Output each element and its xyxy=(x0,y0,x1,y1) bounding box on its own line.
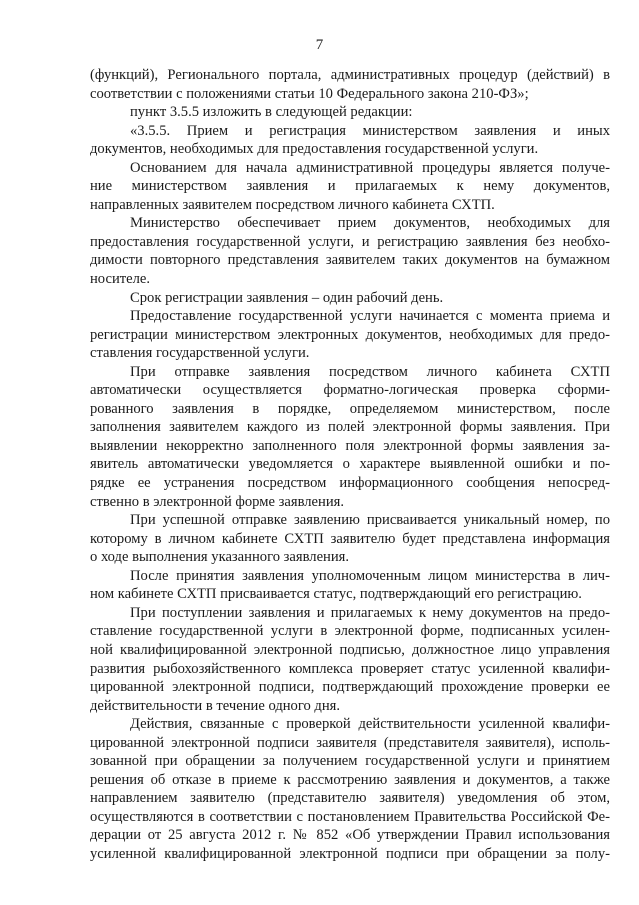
text-line: направленных заявителем посредством личного кабинета СХТП. xyxy=(90,196,495,213)
text-line: документов, необходимых для предоставления государственной услуги. xyxy=(90,141,539,158)
text-line: рованного заявления в порядке, определяемом министерством, после xyxy=(90,400,610,417)
text-line: Предоставление государственной услуги начинается с момента приема и xyxy=(130,308,610,325)
text-line: рядке ее устранения посредством информационного сообщения непосред- xyxy=(90,475,610,492)
text-line: ственно в электронной форме заявления. xyxy=(90,493,345,510)
text-line: осуществляются в соответствии с постановлением Правительства Российской Фе- xyxy=(90,808,610,825)
text-line: Министерство обеспечивает прием документов, необходимых для xyxy=(130,215,610,232)
text-line: которому в личном кабинете СХТП заявителю будет представлена информация xyxy=(90,530,610,547)
text-line: (функций), Регионального портала, административных процедур (действий) в xyxy=(90,67,610,83)
text-line: заполнения заявителем каждого из полей электронной формы заявления. При xyxy=(90,419,610,436)
text-line: ном кабинете СХТП присваивается статус, подтверждающий его регистрацию. xyxy=(90,586,582,603)
text-line: цированной электронной подписи, подтверждающий прохождение проверки ее xyxy=(90,679,610,696)
text-line: ставление государственной услуги в электронной форме, подписанных усилен- xyxy=(90,623,610,640)
text-line: цированной электронной подписи заявителя (представителя заявителя), исполь- xyxy=(90,734,610,751)
text-line: соответствии с положениями статьи 10 Федерального закона 210-ФЗ»; xyxy=(90,85,529,102)
text-line: При поступлении заявления и прилагаемых к нему документов на предо- xyxy=(130,604,610,621)
text-line: действительности в течение одного дня. xyxy=(90,697,341,714)
document-body xyxy=(90,66,610,864)
text-line: «3.5.5. Прием и регистрация министерством заявления и иных xyxy=(130,122,610,139)
text-line: При отправке заявления посредством личного кабинета СХТП xyxy=(130,363,610,380)
text-line: выявлении некорректно заполненного поля электронной формы заявления за- xyxy=(90,437,610,454)
text-line: усиленной квалифицированной электронной подписи при обращении за полу- xyxy=(90,845,610,862)
text-line: Основанием для начала административной процедуры является получе- xyxy=(130,159,610,176)
text-line: ной квалифицированной электронной подписью, должностное лицо управления xyxy=(90,641,610,658)
text-line: После принятия заявления уполномоченным лицом министерства в лич- xyxy=(130,567,610,584)
text-line: о ходе выполнения указанного заявления. xyxy=(90,549,350,566)
text-line: направлением заявителю (представителю заявителя) уведомления об этом, xyxy=(90,790,610,807)
text-line: При успешной отправке заявлению присваивается уникальный номер, по xyxy=(130,512,610,529)
text-line: развития рыбохозяйственного комплекса проверяет статус усиленной квалифи- xyxy=(90,660,610,677)
text-line: явитель автоматически уведомляется о характере выявленной ошибки и по- xyxy=(90,456,610,473)
text-line: димости повторного представления заявителем таких документов на бумажном xyxy=(90,252,610,269)
text-line: решения об отказе в приеме к рассмотрению заявления и документов, а также xyxy=(90,771,610,788)
text-line: ставления государственной услуги. xyxy=(90,345,310,362)
text-line: предоставления государственной услуги, и регистрацию заявления без необхо- xyxy=(90,233,610,250)
text-line: ние министерством заявления и прилагаемых к нему документов, xyxy=(90,178,610,195)
text-line: пункт 3.5.5 изложить в следующей редакции: xyxy=(130,104,413,121)
page-number: 7 xyxy=(315,37,324,53)
text-line: носителе. xyxy=(90,271,151,288)
text-line: зованной при обращении за получением государственной услуги и принятием xyxy=(90,753,610,770)
text-line: Действия, связанные с проверкой действительности усиленной квалифи- xyxy=(130,716,610,733)
text-line: дерации от 25 августа 2012 г. № 852 «Об утверждении Правил использования xyxy=(90,827,610,844)
text-line: Срок регистрации заявления – один рабочий день. xyxy=(130,289,444,306)
text-line: автоматически осуществляется форматно-логическая проверка сформи- xyxy=(90,382,610,399)
text-line: регистрации министерством электронных документов, необходимых для предо- xyxy=(90,326,610,343)
